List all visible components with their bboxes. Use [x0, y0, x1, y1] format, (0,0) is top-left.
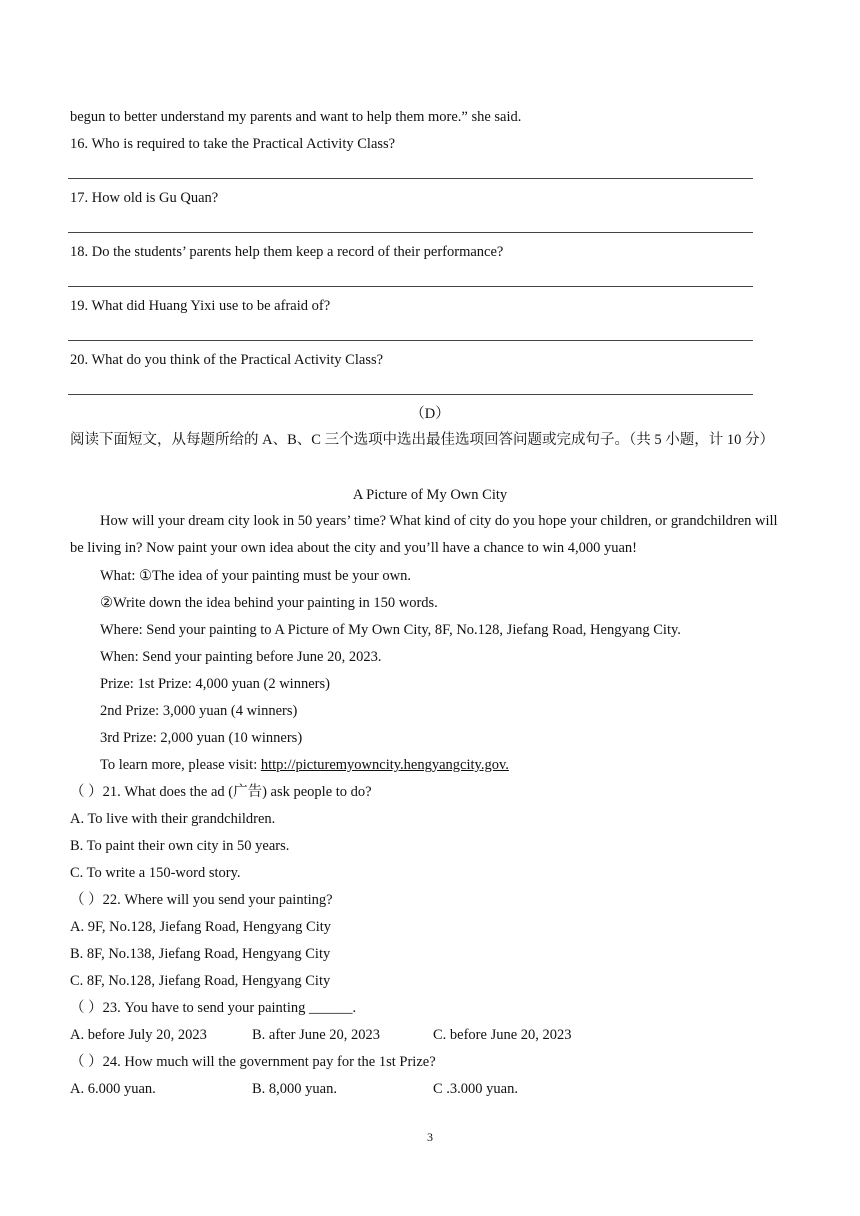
- section-instructions: 阅读下面短文，从每题所给的 A、B、C 三个选项中选出最佳选项回答问题或完成句子。（共 5 小题，计 10 分）: [70, 432, 775, 448]
- q24-option-b[interactable]: B. 8,000 yuan.: [252, 1081, 337, 1097]
- q23-option-b[interactable]: B. after June 20, 2023: [252, 1027, 381, 1043]
- answer-line-19[interactable]: [68, 340, 753, 341]
- ad-when: When: Send your painting before June 20, 2023.: [100, 649, 382, 665]
- q23-option-c[interactable]: C. before June 20, 2023: [433, 1027, 572, 1043]
- page-number: 3: [427, 1130, 433, 1144]
- continued-paragraph: begun to better understand my parents and want to help them more.” she said.: [70, 109, 522, 125]
- question-21: （ ）21. What does the ad (广告) ask people to do?: [70, 784, 372, 800]
- q22-option-a[interactable]: A. 9F, No.128, Jiefang Road, Hengyang City: [70, 919, 332, 935]
- q24-option-a[interactable]: A. 6.000 yuan.: [70, 1081, 156, 1097]
- q24-option-c[interactable]: C .3.000 yuan.: [433, 1081, 518, 1097]
- ad-prize-1: Prize: 1st Prize: 4,000 yuan (2 winners): [100, 676, 330, 692]
- question-22: （ ）22. Where will you send your painting?: [70, 892, 333, 908]
- ad-where: Where: Send your painting to A Picture of My Own City, 8F, No.128, Jiefang Road, Hengyang City.: [100, 622, 681, 638]
- section-label: （D）: [410, 406, 450, 422]
- q23-option-a[interactable]: A. before July 20, 2023: [70, 1027, 207, 1043]
- question-17: 17. How old is Gu Quan?: [70, 190, 219, 206]
- q22-option-b[interactable]: B. 8F, No.138, Jiefang Road, Hengyang City: [70, 946, 331, 962]
- ad-prize-2: 2nd Prize: 3,000 yuan (4 winners): [100, 703, 298, 719]
- question-16: 16. Who is required to take the Practical Activity Class?: [70, 136, 396, 152]
- ad-what-2: ②Write down the idea behind your painting in 150 words.: [100, 595, 438, 611]
- learn-more-label: To learn more, please visit:: [100, 757, 261, 773]
- q21-option-c[interactable]: C. To write a 150-word story.: [70, 865, 241, 881]
- q22-option-c[interactable]: C. 8F, No.128, Jiefang Road, Hengyang City: [70, 973, 331, 989]
- question-23: （ ）23. You have to send your painting ______.: [70, 1000, 357, 1016]
- ad-learn-more: [100, 756, 509, 774]
- ad-prize-3: 3rd Prize: 2,000 yuan (10 winners): [100, 730, 303, 746]
- answer-line-17[interactable]: [68, 232, 753, 233]
- answer-line-16[interactable]: [68, 178, 753, 179]
- q21-option-b[interactable]: B. To paint their own city in 50 years.: [70, 838, 290, 854]
- answer-line-18[interactable]: [68, 286, 753, 287]
- passage-title: A Picture of My Own City: [352, 487, 508, 503]
- passage-intro: How will your dream city look in 50 years’ time? What kind of city do you hope your children, or grandchildren will be living in? Now paint your own idea about the city and you’ll have a chance to win 4,000 yuan!: [70, 513, 778, 556]
- website-link[interactable]: http://picturemyowncity.hengyangcity.gov.: [260, 757, 509, 773]
- q21-option-a[interactable]: A. To live with their grandchildren.: [70, 811, 276, 827]
- question-24: （ ）24. How much will the government pay for the 1st Prize?: [70, 1054, 436, 1070]
- question-20: 20. What do you think of the Practical Activity Class?: [70, 352, 384, 368]
- question-19: 19. What did Huang Yixi use to be afraid of?: [70, 298, 331, 314]
- answer-line-20[interactable]: [68, 394, 753, 395]
- question-18: 18. Do the students’ parents help them keep a record of their performance?: [70, 244, 504, 260]
- ad-what-1: What: ①The idea of your painting must be your own.: [100, 568, 411, 584]
